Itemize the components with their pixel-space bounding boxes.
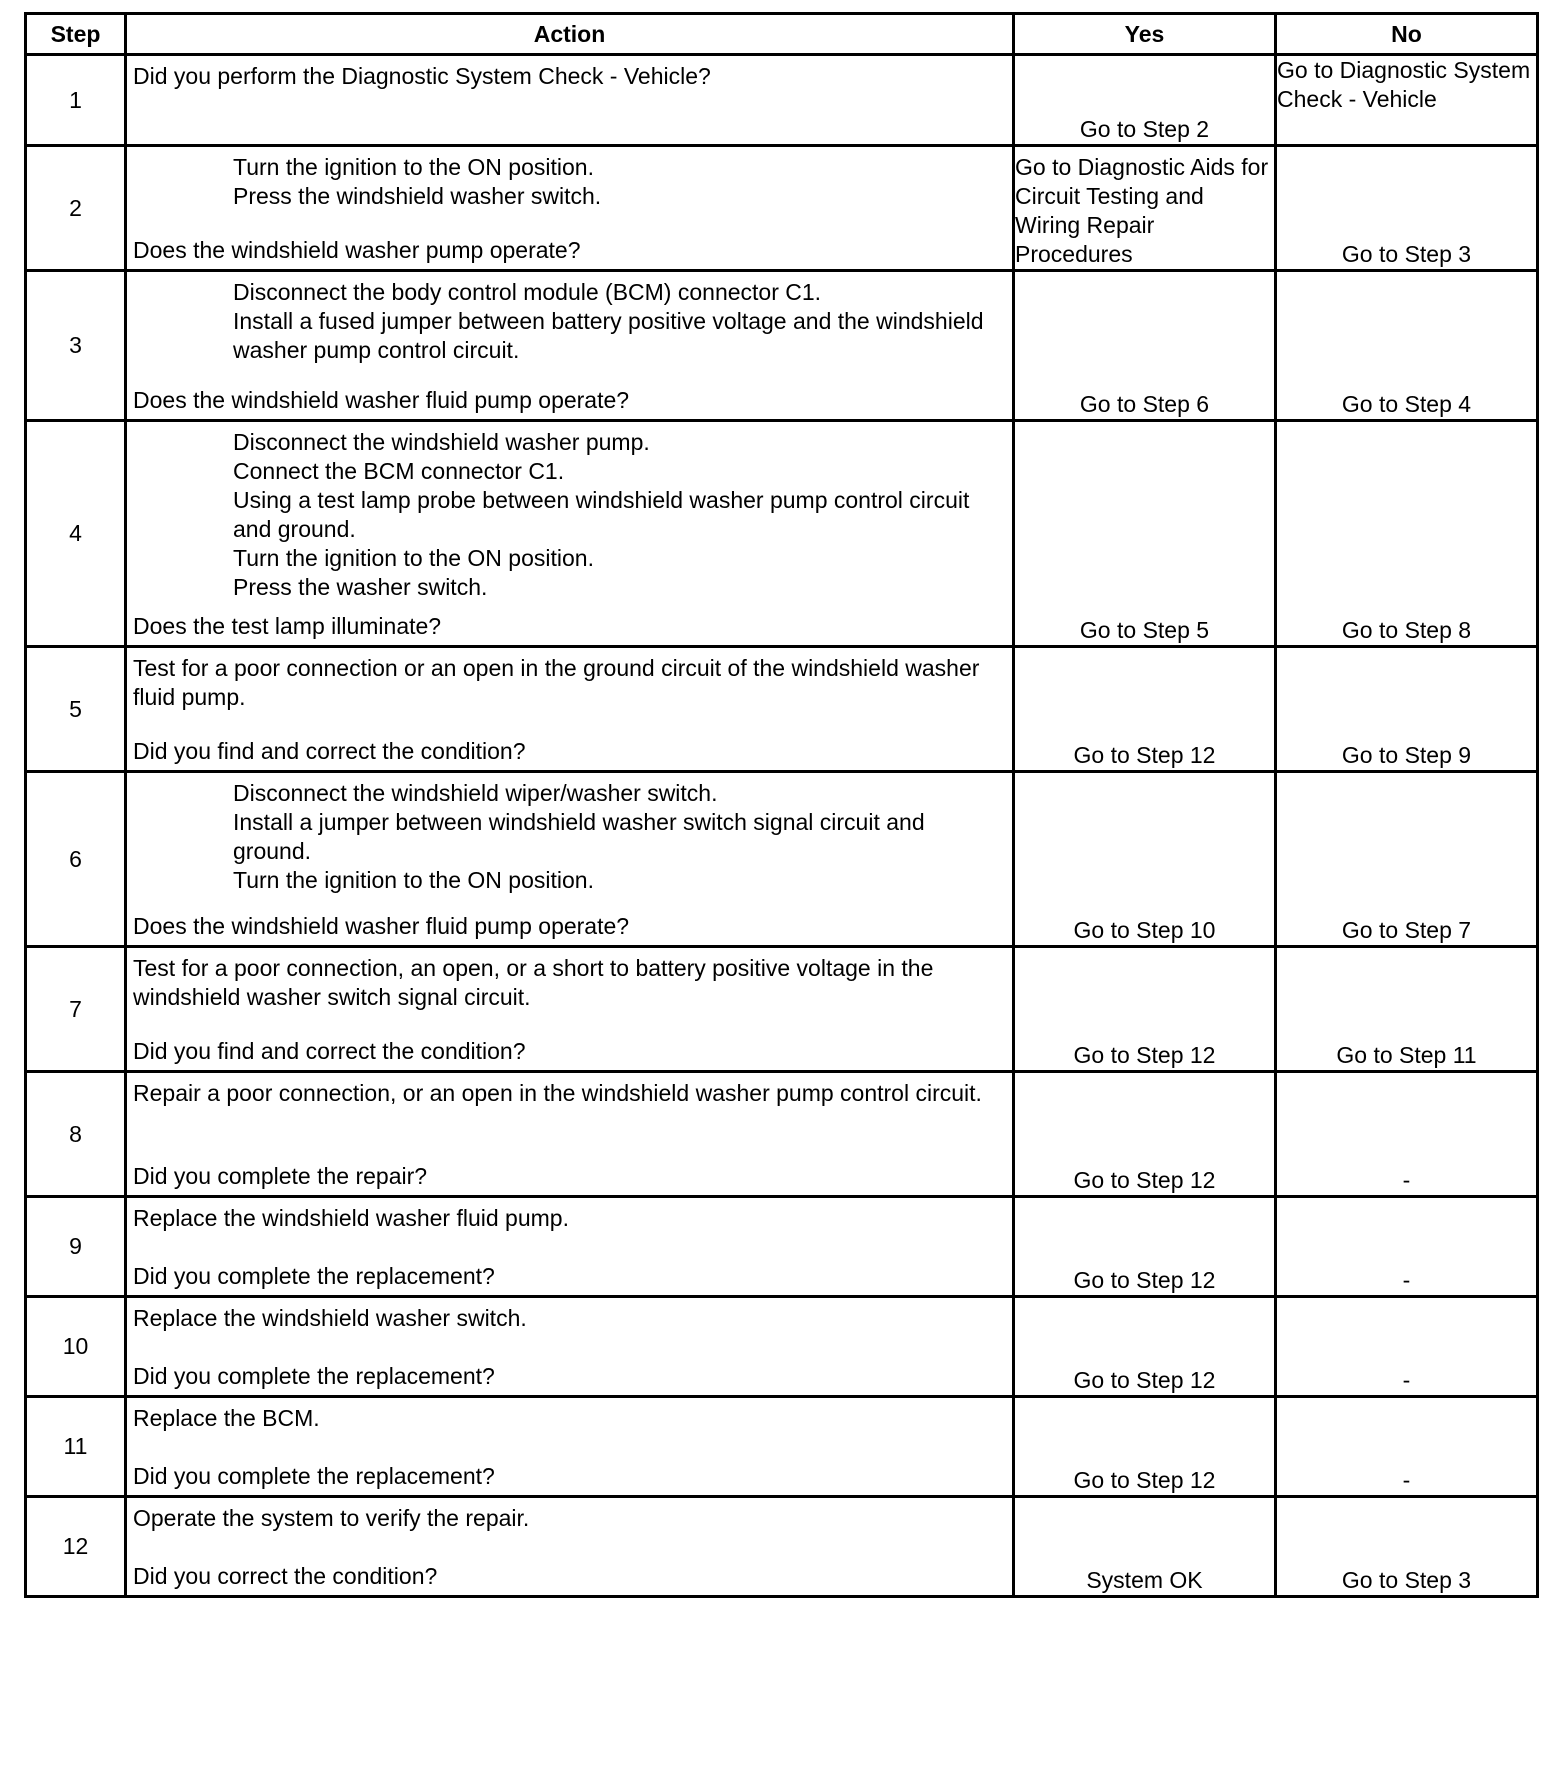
- instruction-list: [133, 1204, 1008, 1233]
- step-number: 4: [26, 421, 126, 647]
- instruction-line: Test for a poor connection, an open, or a short to battery positive voltage in the windshield washer switch signal circuit.: [133, 955, 934, 1010]
- action-cell: [126, 146, 1014, 271]
- header-no: No: [1276, 14, 1538, 55]
- instruction-line: Turn the ignition to the ON position.: [233, 154, 594, 180]
- instruction-line: Replace the windshield washer fluid pump.: [133, 1205, 569, 1231]
- instruction-line: Using a test lamp probe between windshield washer pump control circuit and ground.: [233, 487, 970, 542]
- yes-result: Go to Step 12: [1014, 647, 1276, 772]
- question-text: Does the windshield washer fluid pump operate?: [133, 913, 630, 939]
- no-result: Go to Step 7: [1276, 772, 1538, 947]
- table-body: [26, 55, 1538, 1597]
- table-row: [26, 1297, 1538, 1397]
- action-cell: [126, 947, 1014, 1072]
- action-cell: [126, 1072, 1014, 1197]
- instruction-line: Connect the BCM connector C1.: [233, 458, 565, 484]
- step-number: 11: [26, 1397, 126, 1497]
- no-result: -: [1276, 1072, 1538, 1197]
- yes-result: Go to Step 12: [1014, 1072, 1276, 1197]
- yes-result: Go to Step 2: [1014, 55, 1276, 146]
- step-number: 3: [26, 271, 126, 421]
- action-cell: [126, 1397, 1014, 1497]
- instruction-line: Install a jumper between windshield washer switch signal circuit and ground.: [233, 809, 925, 864]
- instruction-list: [133, 1404, 1008, 1433]
- question-text: Does the windshield washer pump operate?: [133, 237, 581, 263]
- yes-result: Go to Diagnostic Aids for Circuit Testing and Wiring Repair Procedures: [1014, 146, 1276, 271]
- instruction-line: Replace the BCM.: [133, 1405, 320, 1431]
- instruction-list: [133, 1079, 1008, 1108]
- table-row: [26, 647, 1538, 772]
- instruction-line: Disconnect the windshield washer pump.: [233, 429, 650, 455]
- step-number: 7: [26, 947, 126, 1072]
- no-result: -: [1276, 1397, 1538, 1497]
- no-result: Go to Step 4: [1276, 271, 1538, 421]
- question-text: Did you perform the Diagnostic System Check - Vehicle?: [133, 63, 711, 89]
- action-cell: [126, 772, 1014, 947]
- no-result: -: [1276, 1297, 1538, 1397]
- instruction-list: [133, 278, 1008, 365]
- no-result: Go to Step 9: [1276, 647, 1538, 772]
- instruction-list: [133, 153, 1008, 211]
- question-text: Did you complete the repair?: [133, 1163, 428, 1189]
- no-result: Go to Step 8: [1276, 421, 1538, 647]
- table-row: [26, 55, 1538, 146]
- no-result: Go to Diagnostic System Check - Vehicle: [1276, 55, 1538, 146]
- step-number: 1: [26, 55, 126, 146]
- diagnostic-table: [24, 12, 1539, 1598]
- instruction-list: [133, 1504, 1008, 1533]
- action-cell: [126, 271, 1014, 421]
- step-number: 6: [26, 772, 126, 947]
- yes-result: Go to Step 10: [1014, 772, 1276, 947]
- yes-result: Go to Step 12: [1014, 1297, 1276, 1397]
- question-text: Does the test lamp illuminate?: [133, 613, 442, 639]
- table-row: [26, 1072, 1538, 1197]
- yes-result: Go to Step 6: [1014, 271, 1276, 421]
- instruction-list: [133, 428, 1008, 602]
- instruction-line: Disconnect the body control module (BCM) connector C1.: [233, 279, 822, 305]
- instruction-line: Press the windshield washer switch.: [233, 183, 602, 209]
- action-cell: [126, 647, 1014, 772]
- question-text: Did you complete the replacement?: [133, 1263, 495, 1289]
- instruction-list: [133, 654, 1008, 712]
- yes-result: Go to Step 12: [1014, 1397, 1276, 1497]
- instruction-line: Replace the windshield washer switch.: [133, 1305, 527, 1331]
- yes-result: System OK: [1014, 1497, 1276, 1597]
- instruction-line: Repair a poor connection, or an open in the windshield washer pump control circuit.: [133, 1080, 982, 1106]
- header-yes: Yes: [1014, 14, 1276, 55]
- step-number: 12: [26, 1497, 126, 1597]
- table-row: [26, 1197, 1538, 1297]
- no-result: Go to Step 3: [1276, 1497, 1538, 1597]
- question-text: Did you find and correct the condition?: [133, 738, 526, 764]
- step-number: 8: [26, 1072, 126, 1197]
- action-cell: [126, 1197, 1014, 1297]
- yes-result: Go to Step 12: [1014, 1197, 1276, 1297]
- table-row: [26, 772, 1538, 947]
- instruction-line: Install a fused jumper between battery positive voltage and the windshield washer pump control circuit.: [233, 308, 984, 363]
- instruction-line: Operate the system to verify the repair.: [133, 1505, 530, 1531]
- question-text: Does the windshield washer fluid pump operate?: [133, 387, 630, 413]
- instruction-list: [133, 954, 1008, 1012]
- header-action: Action: [126, 14, 1014, 55]
- question-text: Did you complete the replacement?: [133, 1463, 495, 1489]
- question-text: Did you correct the condition?: [133, 1563, 438, 1589]
- table-header-row: [26, 14, 1538, 55]
- table-row: [26, 1397, 1538, 1497]
- table-row: [26, 271, 1538, 421]
- instruction-line: Press the washer switch.: [233, 574, 488, 600]
- header-step: Step: [26, 14, 126, 55]
- no-result: Go to Step 11: [1276, 947, 1538, 1072]
- step-number: 5: [26, 647, 126, 772]
- no-result: -: [1276, 1197, 1538, 1297]
- action-cell: [126, 421, 1014, 647]
- no-result: Go to Step 3: [1276, 146, 1538, 271]
- instruction-list: [133, 1304, 1008, 1333]
- instruction-line: Turn the ignition to the ON position.: [233, 545, 594, 571]
- instruction-line: Test for a poor connection or an open in the ground circuit of the windshield washer fluid pump.: [133, 655, 980, 710]
- yes-result: Go to Step 5: [1014, 421, 1276, 647]
- instruction-list: [133, 779, 1008, 895]
- action-cell: [126, 1497, 1014, 1597]
- step-number: 9: [26, 1197, 126, 1297]
- question-text: Did you complete the replacement?: [133, 1363, 495, 1389]
- table-row: [26, 1497, 1538, 1597]
- step-number: 10: [26, 1297, 126, 1397]
- instruction-line: Disconnect the windshield wiper/washer switch.: [233, 780, 718, 806]
- table-row: [26, 421, 1538, 647]
- yes-result: Go to Step 12: [1014, 947, 1276, 1072]
- action-cell: [126, 55, 1014, 146]
- table-row: [26, 146, 1538, 271]
- table-row: [26, 947, 1538, 1072]
- action-cell: [126, 1297, 1014, 1397]
- question-text: Did you find and correct the condition?: [133, 1038, 526, 1064]
- instruction-line: Turn the ignition to the ON position.: [233, 867, 594, 893]
- step-number: 2: [26, 146, 126, 271]
